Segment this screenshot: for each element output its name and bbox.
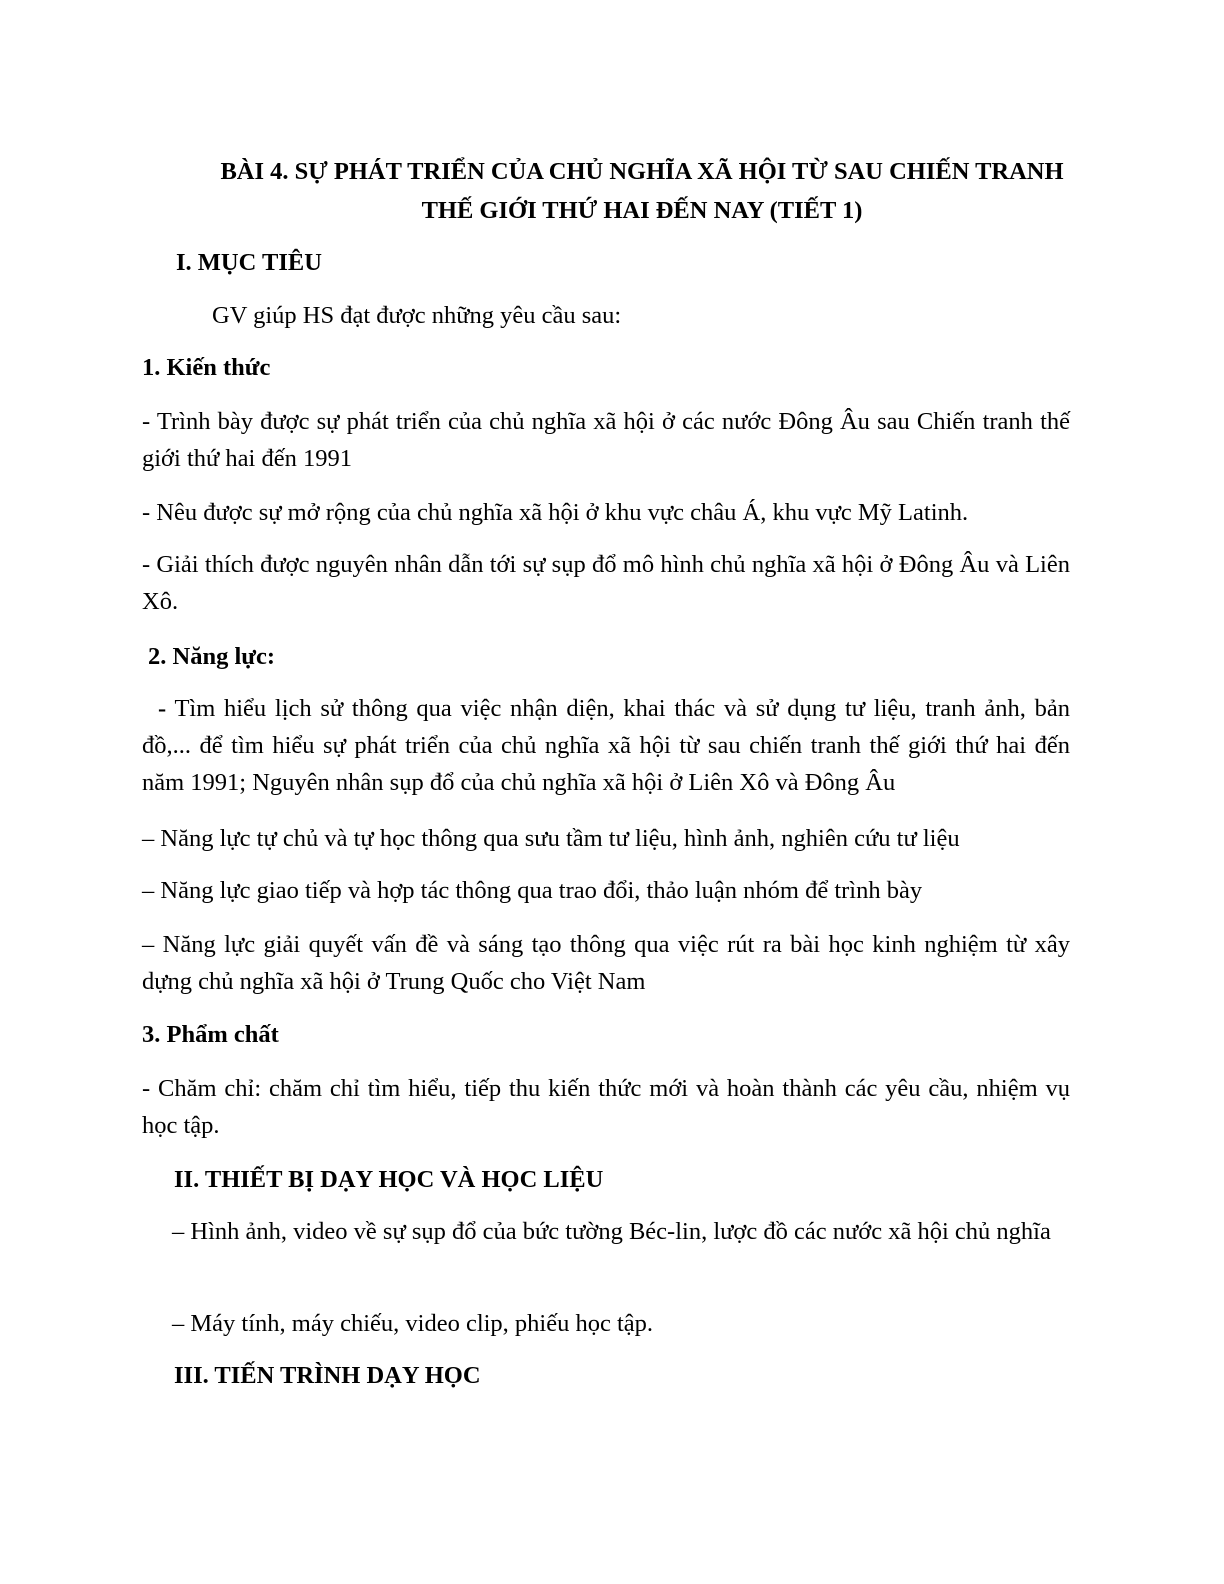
qualities-item-1: - Chăm chỉ: chăm chỉ tìm hiểu, tiếp thu kiến thức mới và hoàn thành các yêu cầu, nhiệm vụ học tập. xyxy=(142,1075,1070,1139)
competence-heading: 2. Năng lực: xyxy=(148,643,275,670)
qualities-heading: 3. Phẩm chất xyxy=(142,1021,279,1048)
competence-item-1-text: Tìm hiểu lịch sử thông qua việc nhận diện, khai thác và sử dụng tư liệu, tranh ảnh, bản đồ,... để tìm hiểu sự phát triển của chủ nghĩa xã hội từ sau chiến tranh thế giới thứ hai đến năm 1991; Nguyên nhân sụp đổ của chủ nghĩa xã hội ở Liên Xô và Đông Âu xyxy=(142,695,1070,796)
lesson-title xyxy=(140,152,1144,230)
competence-item-3: – Năng lực giao tiếp và hợp tác thông qua trao đổi, thảo luận nhóm để trình bày xyxy=(142,877,923,904)
section-3-heading: III. TIẾN TRÌNH DẠY HỌC xyxy=(174,1362,481,1389)
knowledge-heading: 1. Kiến thức xyxy=(142,354,271,381)
knowledge-item-2: - Nêu được sự mở rộng của chủ nghĩa xã hội ở khu vực châu Á, khu vực Mỹ Latinh. xyxy=(142,499,969,526)
section-1-heading: I. MỤC TIÊU xyxy=(176,249,322,276)
competence-item-1 xyxy=(142,690,1070,801)
equipment-item-2: – Máy tính, máy chiếu, video clip, phiếu học tập. xyxy=(172,1310,654,1337)
competence-item-2: – Năng lực tự chủ và tự học thông qua sưu tầm tư liệu, hình ảnh, nghiên cứu tư liệu xyxy=(142,825,960,852)
lesson-title-line-1: BÀI 4. SỰ PHÁT TRIỂN CỦA CHỦ NGHĨA XÃ HỘI TỪ SAU CHIẾN TRANH xyxy=(220,158,1064,185)
equipment-item-1: – Hình ảnh, video về sự sụp đổ của bức tường Béc-lin, lược đồ các nước xã hội chủ nghĩa xyxy=(172,1218,1051,1245)
competence-item-1-dash: - xyxy=(158,695,167,722)
knowledge-item-3: - Giải thích được nguyên nhân dẫn tới sự sụp đổ mô hình chủ nghĩa xã hội ở Đông Âu và Liên Xô. xyxy=(142,551,1070,615)
knowledge-item-1: - Trình bày được sự phát triển của chủ nghĩa xã hội ở các nước Đông Âu sau Chiến tranh thế giới thứ hai đến 1991 xyxy=(142,408,1070,472)
lesson-title-line-2: THẾ GIỚI THỨ HAI ĐẾN NAY (TIẾT 1) xyxy=(421,197,863,224)
section-2-heading: II. THIẾT BỊ DẠY HỌC VÀ HỌC LIỆU xyxy=(174,1166,604,1193)
competence-item-4: – Năng lực giải quyết vấn đề và sáng tạo thông qua việc rút ra bài học kinh nghiệm từ xây dựng chủ nghĩa xã hội ở Trung Quốc cho Việt Nam xyxy=(142,931,1070,995)
section-1-intro: GV giúp HS đạt được những yêu cầu sau: xyxy=(212,302,622,329)
